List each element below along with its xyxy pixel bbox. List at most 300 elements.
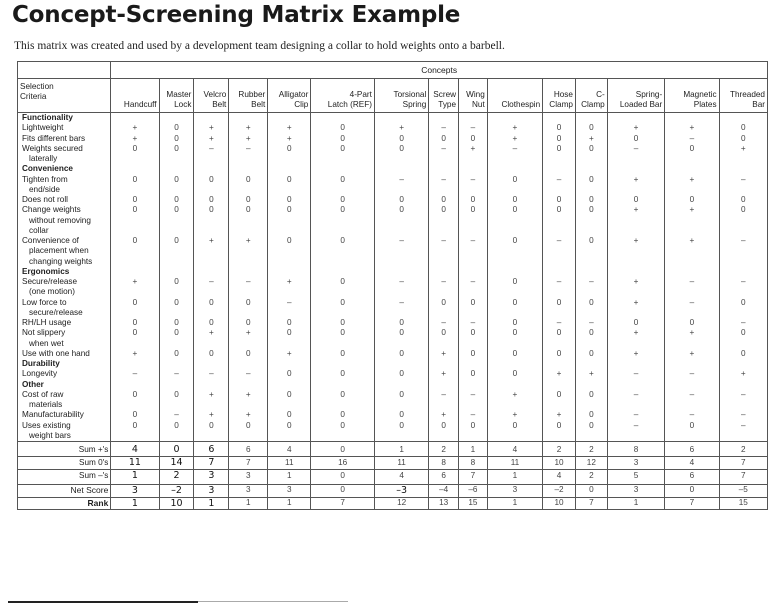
net-value: 3	[607, 484, 664, 497]
section-label-ergonomics	[18, 267, 111, 277]
criterion-label-tighten-from-end-side	[18, 175, 111, 196]
rating-cell: –	[607, 421, 664, 442]
rating-cell: 0	[229, 205, 268, 236]
criterion-label-line: materials	[29, 400, 63, 409]
net-row-rank	[18, 497, 768, 510]
rating-cell: 0	[575, 421, 607, 442]
sum-value: 11	[268, 456, 311, 469]
rating-cell: –	[459, 390, 488, 411]
criteria-row	[18, 175, 768, 196]
rating-cell: 0	[111, 421, 159, 442]
criterion-label-uses-existing-weight-bars	[18, 421, 111, 442]
rating-cell: +	[229, 134, 268, 144]
rating-cell: –	[429, 144, 459, 165]
criteria-row	[18, 390, 768, 411]
net-value: 1	[111, 497, 159, 510]
rating-cell: –	[159, 410, 194, 420]
footer-rule	[8, 601, 198, 603]
criteria-row	[18, 144, 768, 165]
rating-cell: 0	[311, 410, 375, 420]
criterion-label-low-force-to-secure-release	[18, 298, 111, 319]
criterion-label-line: Low force to	[22, 297, 67, 307]
rating-cell: 0	[111, 328, 159, 349]
rating-cell: +	[194, 390, 229, 411]
rating-cell: 0	[543, 144, 576, 165]
concept-header-line: Bar	[752, 100, 765, 110]
rating-cell	[665, 380, 719, 390]
rating-cell	[111, 267, 159, 277]
rating-cell: +	[487, 134, 542, 144]
rating-cell	[268, 113, 311, 124]
rating-cell: 0	[268, 369, 311, 379]
rating-cell: 0	[268, 144, 311, 165]
sum-value: 14	[159, 456, 194, 469]
concept-header-line: Clip	[294, 100, 309, 110]
net-value: 12	[374, 497, 428, 510]
rating-cell: +	[607, 236, 664, 267]
criterion-label-cost-of-raw-materials	[18, 390, 111, 411]
rating-cell: –	[374, 277, 428, 298]
rating-cell: 0	[543, 195, 576, 205]
rating-cell: –	[229, 369, 268, 379]
rating-cell: 0	[268, 410, 311, 420]
concept-header-line: Screw	[433, 90, 457, 100]
sum-value: 6	[665, 469, 719, 484]
rating-cell: +	[229, 410, 268, 420]
rating-cell: 0	[159, 195, 194, 205]
section-label-convenience	[18, 164, 111, 174]
rating-cell	[575, 267, 607, 277]
net-value: 1	[268, 497, 311, 510]
criterion-label-line: laterally	[29, 154, 58, 163]
rating-cell: +	[429, 349, 459, 359]
criteria-corner	[18, 62, 111, 79]
criterion-label-line: Fits different bars	[22, 133, 86, 143]
rating-cell: 0	[159, 421, 194, 442]
rating-cell: 0	[311, 134, 375, 144]
criterion-label-manufacturability	[18, 410, 111, 420]
rating-cell: 0	[575, 328, 607, 349]
rating-cell	[429, 164, 459, 174]
net-value: 3	[229, 484, 268, 497]
criterion-label-line: Ergonomics	[22, 266, 70, 276]
rating-cell: 0	[459, 328, 488, 349]
rating-cell	[111, 359, 159, 369]
rating-cell	[429, 359, 459, 369]
criteria-row	[18, 328, 768, 349]
rating-cell	[459, 113, 488, 124]
concept-header-line: Belt	[212, 100, 227, 110]
criterion-label-secure-release-one-motion	[18, 277, 111, 298]
rating-cell	[194, 380, 229, 390]
rating-cell: 0	[719, 123, 767, 133]
rating-cell: 0	[159, 298, 194, 319]
rating-cell: 0	[159, 277, 194, 298]
rating-cell	[229, 267, 268, 277]
rating-cell: 0	[665, 318, 719, 328]
rating-cell: +	[665, 328, 719, 349]
rating-cell	[111, 380, 159, 390]
rating-cell: 0	[487, 349, 542, 359]
rating-cell: +	[194, 328, 229, 349]
concept-header-line: Master	[166, 90, 192, 100]
criterion-label-convenience-of-placement-when-changing-weights	[18, 236, 111, 267]
rating-cell: 0	[487, 298, 542, 319]
rating-cell	[311, 164, 375, 174]
rating-cell: 0	[459, 369, 488, 379]
rating-cell: 0	[487, 236, 542, 267]
rating-cell: +	[229, 390, 268, 411]
rating-cell: 0	[607, 318, 664, 328]
concept-header-wing-nut	[459, 79, 488, 113]
criteria-row	[18, 369, 768, 379]
rating-cell: 0	[311, 205, 375, 236]
rating-cell: 0	[111, 175, 159, 196]
rating-cell: 0	[229, 421, 268, 442]
sum-value: 11	[374, 456, 428, 469]
rating-cell: 0	[459, 298, 488, 319]
rating-cell	[575, 359, 607, 369]
rating-cell	[543, 113, 576, 124]
rating-cell	[487, 359, 542, 369]
rating-cell: 0	[487, 318, 542, 328]
rating-cell: 0	[459, 421, 488, 442]
sum-value: 1	[459, 442, 488, 457]
rating-cell	[268, 164, 311, 174]
rating-cell: 0	[374, 318, 428, 328]
sum-value: 6	[194, 442, 229, 457]
concept-header-handcuff	[111, 79, 159, 113]
sum-value: 1	[487, 469, 542, 484]
rating-cell: –	[543, 236, 576, 267]
rating-cell	[719, 113, 767, 124]
sum-row-sum-s	[18, 442, 768, 457]
rating-cell	[268, 267, 311, 277]
net-value: –2	[159, 484, 194, 497]
rating-cell: 0	[487, 277, 542, 298]
net-value: 1	[607, 497, 664, 510]
rating-cell: 0	[311, 123, 375, 133]
sum-label: Sum +'s	[18, 442, 111, 457]
page-title: Concept-Screening Matrix Example	[12, 2, 461, 28]
rating-cell: –	[665, 369, 719, 379]
rating-cell: –	[374, 175, 428, 196]
rating-cell	[229, 380, 268, 390]
sum-value: 7	[229, 456, 268, 469]
rating-cell	[575, 164, 607, 174]
criteria-row	[18, 123, 768, 133]
concept-header-rubber-belt	[229, 79, 268, 113]
concepts-header: Concepts	[111, 62, 768, 79]
rating-cell	[159, 113, 194, 124]
sum-value: 1	[374, 442, 428, 457]
rating-cell	[111, 113, 159, 124]
criterion-label-line: collar	[29, 225, 49, 235]
rating-cell: +	[487, 410, 542, 420]
rating-cell: 0	[575, 390, 607, 411]
rating-cell	[487, 267, 542, 277]
rating-cell	[543, 359, 576, 369]
rating-cell	[194, 267, 229, 277]
rating-cell: 0	[374, 205, 428, 236]
rating-cell: 0	[311, 175, 375, 196]
rating-cell: –	[487, 144, 542, 165]
rating-cell: 0	[429, 298, 459, 319]
criterion-label-line: Functionality	[22, 113, 73, 122]
rating-cell: –	[607, 410, 664, 420]
rating-cell: 0	[268, 205, 311, 236]
criteria-row	[18, 349, 768, 359]
concept-header-4-part-latch-ref	[311, 79, 375, 113]
rating-cell: 0	[194, 349, 229, 359]
rating-cell: 0	[311, 298, 375, 319]
concept-header-line: Alligator	[278, 90, 309, 100]
rating-cell: 0	[111, 410, 159, 420]
sum-value: 11	[487, 456, 542, 469]
rating-cell: 0	[268, 236, 311, 267]
criterion-label-line: Weights secured	[22, 143, 83, 153]
rating-cell: 0	[229, 318, 268, 328]
rating-cell	[429, 113, 459, 124]
rating-cell	[487, 164, 542, 174]
rating-cell: 0	[311, 236, 375, 267]
rating-cell: 0	[311, 328, 375, 349]
rating-cell: –	[111, 369, 159, 379]
concept-header-alligator-clip	[268, 79, 311, 113]
rating-cell: 0	[575, 205, 607, 236]
rating-cell	[429, 380, 459, 390]
criteria-row	[18, 298, 768, 319]
net-value: 3	[268, 484, 311, 497]
rating-cell	[159, 380, 194, 390]
rating-cell: 0	[311, 421, 375, 442]
rating-cell: 0	[543, 390, 576, 411]
rating-cell	[159, 267, 194, 277]
rating-cell	[487, 113, 542, 124]
section-row	[18, 164, 768, 174]
rating-cell: 0	[159, 134, 194, 144]
rating-cell	[194, 113, 229, 124]
rating-cell: –	[429, 236, 459, 267]
rating-cell: –	[607, 369, 664, 379]
rating-cell: 0	[719, 195, 767, 205]
net-value: 13	[429, 497, 459, 510]
rating-cell	[229, 359, 268, 369]
criterion-label-line: RH/LH usage	[22, 318, 72, 327]
rating-cell: 0	[159, 390, 194, 411]
rating-cell: 0	[665, 144, 719, 165]
concept-header-line: 4-Part	[349, 90, 372, 100]
rating-cell: +	[575, 369, 607, 379]
criterion-label-line: weight bars	[29, 430, 71, 440]
rating-cell: 0	[229, 298, 268, 319]
rating-cell: 0	[111, 205, 159, 236]
criteria-header: Selection Criteria	[18, 79, 111, 113]
rating-cell: +	[719, 369, 767, 379]
rating-cell	[311, 359, 375, 369]
sum-value: 7	[194, 456, 229, 469]
concept-header-line: Rubber	[238, 90, 266, 100]
rating-cell	[268, 380, 311, 390]
rating-cell: 0	[159, 205, 194, 236]
section-label-functionality	[18, 113, 111, 124]
criterion-label-line: end/side	[29, 184, 60, 194]
rating-cell: –	[719, 175, 767, 196]
rating-cell: +	[487, 390, 542, 411]
rating-cell: –	[719, 421, 767, 442]
criteria-row	[18, 421, 768, 442]
rating-cell: 0	[194, 205, 229, 236]
rating-cell: –	[719, 277, 767, 298]
rating-cell: 0	[429, 134, 459, 144]
sum-value: 6	[429, 469, 459, 484]
net-value: 7	[311, 497, 375, 510]
rating-cell: +	[665, 123, 719, 133]
concept-header-line: Torsional	[393, 90, 427, 100]
rating-cell: +	[374, 123, 428, 133]
rating-cell: –	[665, 134, 719, 144]
rating-cell	[459, 164, 488, 174]
sum-value: 2	[575, 442, 607, 457]
net-value: –2	[543, 484, 576, 497]
rating-cell	[665, 267, 719, 277]
concept-screening-matrix	[17, 61, 768, 510]
rating-cell	[607, 267, 664, 277]
rating-cell: –	[665, 277, 719, 298]
sum-value: 2	[429, 442, 459, 457]
rating-cell: +	[607, 175, 664, 196]
rating-cell: –	[719, 390, 767, 411]
rating-cell: 0	[111, 298, 159, 319]
rating-cell: 0	[311, 144, 375, 165]
concept-header-line: Velcro	[203, 90, 227, 100]
rating-cell: 0	[268, 421, 311, 442]
criteria-row	[18, 195, 768, 205]
rating-cell: 0	[487, 205, 542, 236]
sum-value: 6	[229, 442, 268, 457]
rating-cell: –	[229, 277, 268, 298]
rating-cell	[607, 359, 664, 369]
rating-cell	[665, 164, 719, 174]
rating-cell: –	[459, 123, 488, 133]
rating-cell: 0	[429, 328, 459, 349]
rating-cell: 0	[311, 390, 375, 411]
rating-cell: +	[194, 123, 229, 133]
rating-cell	[429, 267, 459, 277]
concept-header-screw-type	[429, 79, 459, 113]
rating-cell: 0	[374, 134, 428, 144]
rating-cell: –	[665, 390, 719, 411]
sum-value: 1	[268, 469, 311, 484]
rating-cell: 0	[543, 123, 576, 133]
sum-value: 10	[543, 456, 576, 469]
rating-cell: –	[575, 318, 607, 328]
rating-cell: +	[607, 298, 664, 319]
rating-cell: 0	[607, 134, 664, 144]
rating-cell: 0	[459, 205, 488, 236]
rating-cell: 0	[575, 349, 607, 359]
net-row-net-score	[18, 484, 768, 497]
rating-cell: 0	[459, 349, 488, 359]
rating-cell	[543, 267, 576, 277]
rating-cell	[543, 164, 576, 174]
rating-cell: 0	[575, 123, 607, 133]
criterion-label-line: secure/release	[29, 307, 83, 317]
rating-cell: –	[429, 318, 459, 328]
rating-cell: –	[429, 277, 459, 298]
sum-value: 4	[374, 469, 428, 484]
rating-cell: –	[374, 298, 428, 319]
net-value: 7	[575, 497, 607, 510]
sum-value: 0	[311, 442, 375, 457]
rating-cell: –	[268, 298, 311, 319]
criteria-row	[18, 205, 768, 236]
concept-header-line: Clamp	[581, 100, 605, 110]
footer-rule-faint	[198, 601, 348, 602]
rating-cell: 0	[194, 195, 229, 205]
rating-cell: +	[229, 123, 268, 133]
concept-header-c-clamp	[575, 79, 607, 113]
concept-header-line: Wing	[466, 90, 485, 100]
rating-cell	[159, 164, 194, 174]
net-value: 10	[543, 497, 576, 510]
concept-header-hose-clamp	[543, 79, 576, 113]
rating-cell: 0	[459, 195, 488, 205]
rating-cell: 0	[607, 195, 664, 205]
rating-cell: +	[543, 369, 576, 379]
rating-cell: +	[429, 369, 459, 379]
criterion-label-line: Tighten from	[22, 174, 68, 184]
rating-cell: +	[429, 410, 459, 420]
rating-cell: 0	[429, 195, 459, 205]
rating-cell: 0	[268, 175, 311, 196]
criterion-label-line: Does not roll	[22, 195, 68, 204]
rating-cell: 0	[159, 123, 194, 133]
net-value: –4	[429, 484, 459, 497]
rating-cell: 0	[487, 421, 542, 442]
rating-cell	[665, 113, 719, 124]
criterion-label-line: Convenience of	[22, 236, 79, 245]
rating-cell: –	[459, 410, 488, 420]
concept-header-line: Hose	[553, 90, 573, 100]
sum-value: 3	[607, 456, 664, 469]
net-label: Rank	[18, 497, 111, 510]
sum-value: 4	[543, 469, 576, 484]
rating-cell: –	[665, 410, 719, 420]
rating-cell	[194, 359, 229, 369]
rating-cell: 0	[111, 144, 159, 165]
rating-cell: 0	[543, 298, 576, 319]
rating-cell: –	[459, 277, 488, 298]
concept-header-line: Magnetic	[683, 90, 717, 100]
rating-cell: –	[543, 277, 576, 298]
net-value: 0	[311, 484, 375, 497]
sum-row-sum-0-s	[18, 456, 768, 469]
net-value: 0	[575, 484, 607, 497]
rating-cell	[311, 267, 375, 277]
rating-cell: 0	[719, 349, 767, 359]
rating-cell: 0	[487, 328, 542, 349]
rating-cell: –	[543, 318, 576, 328]
rating-cell	[487, 380, 542, 390]
sum-value: 0	[311, 469, 375, 484]
rating-cell: +	[719, 144, 767, 165]
concept-header-threaded-bar	[719, 79, 767, 113]
rating-cell: 0	[459, 134, 488, 144]
sum-value: 6	[665, 442, 719, 457]
rating-cell: 0	[487, 195, 542, 205]
section-row	[18, 380, 768, 390]
